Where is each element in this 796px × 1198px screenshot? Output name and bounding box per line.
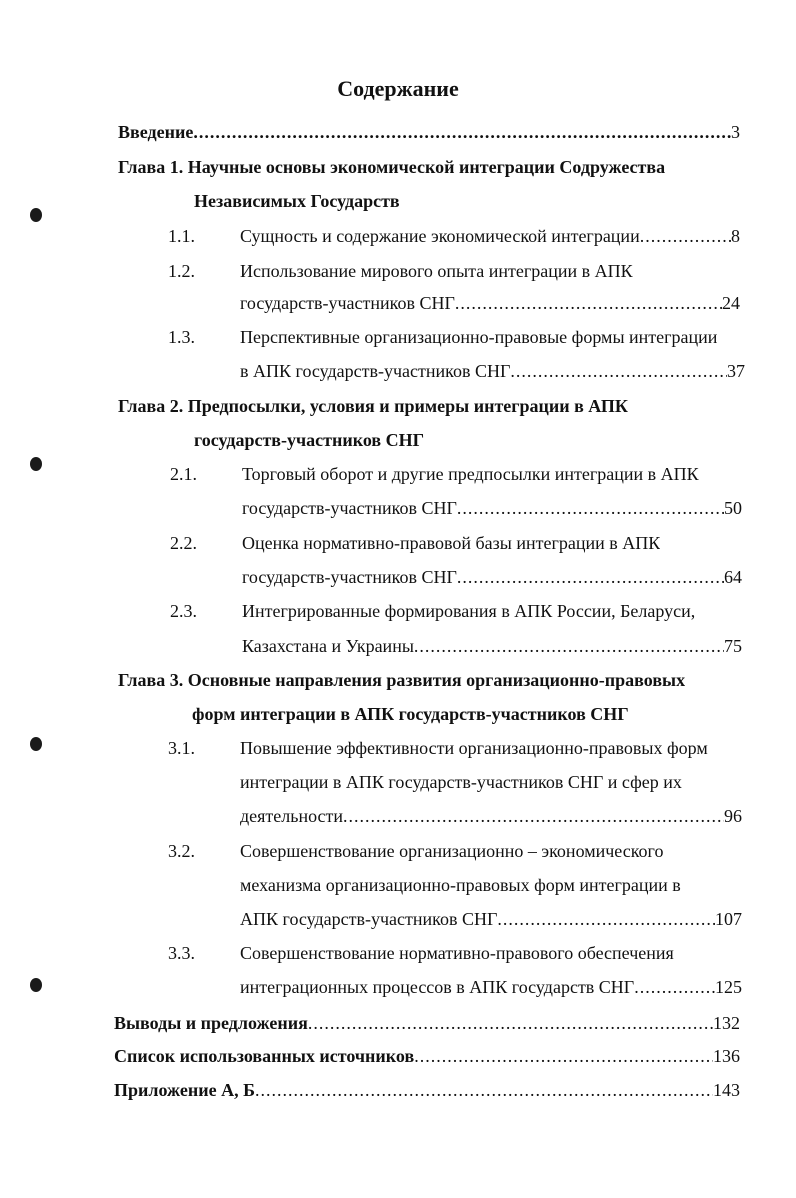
- toc-entry-text: Приложение А, Б: [114, 1080, 255, 1100]
- toc-page-number: 24: [722, 293, 740, 313]
- toc-page-number: 143: [713, 1080, 740, 1100]
- chapter-2-heading[interactable]: Глава 2. Предпосылки, условия и примеры интеграции в АПК: [118, 396, 628, 416]
- binder-hole-mark: [30, 978, 42, 992]
- binder-hole-mark: [30, 737, 42, 751]
- leader-dots: [455, 288, 722, 318]
- toc-entry-3-3[interactable]: Совершенствование нормативно-правового обеспечения: [240, 943, 674, 963]
- leader-dots: [414, 1041, 713, 1071]
- chapter-3-heading[interactable]: Глава 3. Основные направления развития организационно-правовых: [118, 670, 686, 690]
- toc-entry-2-2-continued[interactable]: [242, 562, 742, 592]
- toc-entry-3-2[interactable]: Совершенствование организационно – экономического: [240, 841, 664, 861]
- toc-page-number: 37: [727, 361, 745, 381]
- leader-dots: [343, 801, 724, 831]
- leader-dots: [255, 1075, 713, 1105]
- toc-entry-text: деятельности: [240, 806, 344, 826]
- toc-entry-appendix[interactable]: [114, 1075, 740, 1105]
- section-number: 2.3.: [170, 601, 197, 621]
- toc-entry-2-3-continued[interactable]: [242, 631, 742, 661]
- toc-page-number: 50: [724, 498, 742, 518]
- section-number: 1.3.: [168, 327, 195, 347]
- section-number: 2.1.: [170, 464, 197, 484]
- toc-entry-text: Казахстана и Украины: [242, 636, 414, 656]
- leader-dots: [634, 972, 715, 1002]
- toc-entry-sources[interactable]: [114, 1041, 740, 1071]
- toc-entry-2-2[interactable]: Оценка нормативно-правовой базы интеграции в АПК: [242, 533, 661, 553]
- chapter-1-heading-continued[interactable]: Независимых Государств: [194, 191, 400, 211]
- toc-page-number: 125: [715, 977, 742, 997]
- toc-entry-2-1-continued[interactable]: [242, 493, 742, 523]
- toc-entry-3-2-continued[interactable]: механизма организационно-правовых форм интеграции в: [240, 875, 681, 895]
- toc-entry-2-1[interactable]: Торговый оборот и другие предпосылки интеграции в АПК: [242, 464, 699, 484]
- toc-page-number: 136: [713, 1046, 740, 1066]
- toc-entry-text: Введение: [118, 122, 194, 142]
- toc-entry-text: государств-участников СНГ: [242, 567, 457, 587]
- chapter-3-heading-continued[interactable]: форм интеграции в АПК государств-участников СНГ: [192, 704, 629, 724]
- toc-entry-text: Выводы и предложения: [114, 1013, 308, 1033]
- toc-entry-3-1-continued[interactable]: интеграции в АПК государств-участников СНГ и сфер их: [240, 772, 682, 792]
- leader-dots: [457, 562, 724, 592]
- toc-page-number: 64: [724, 567, 742, 587]
- toc-entry-1-2[interactable]: Использование мирового опыта интеграции в АПК: [240, 261, 633, 281]
- toc-page-number: 75: [724, 636, 742, 656]
- section-number: 1.2.: [168, 261, 195, 281]
- toc-entry-text: АПК государств-участников СНГ: [240, 909, 498, 929]
- toc-entry-text: государств-участников СНГ: [242, 498, 457, 518]
- leader-dots: [640, 221, 731, 251]
- page-title: Содержание: [337, 76, 459, 101]
- leader-dots: [308, 1008, 713, 1038]
- toc-entry-text: в АПК государств-участников СНГ: [240, 361, 511, 381]
- toc-entry-text: Сущность и содержание экономической интеграции: [240, 226, 640, 246]
- section-number: 3.2.: [168, 841, 195, 861]
- leader-dots: [414, 631, 724, 661]
- section-number: 3.3.: [168, 943, 195, 963]
- binder-hole-mark: [30, 457, 42, 471]
- toc-entry-text: государств-участников СНГ: [240, 293, 455, 313]
- chapter-1-heading[interactable]: Глава 1. Научные основы экономической интеграции Содружества: [118, 157, 666, 177]
- toc-entry-conclusions[interactable]: [114, 1008, 740, 1038]
- section-number: 1.1.: [168, 226, 195, 246]
- section-number: 2.2.: [170, 533, 197, 553]
- toc-entry-3-3-continued[interactable]: [240, 972, 742, 1002]
- toc-page-number: 96: [724, 806, 742, 826]
- toc-entry-1-3-continued[interactable]: [240, 356, 745, 386]
- toc-entry-2-3[interactable]: Интегрированные формирования в АПК России, Беларуси,: [242, 601, 696, 621]
- leader-dots: [497, 904, 715, 934]
- toc-entry-1-2-continued[interactable]: [240, 288, 740, 318]
- toc-entry-3-1[interactable]: Повышение эффективности организационно-правовых форм: [240, 738, 708, 758]
- toc-page-number: 8: [731, 226, 740, 246]
- toc-page-number: 107: [715, 909, 742, 929]
- toc-entry-1-1[interactable]: [240, 221, 740, 251]
- toc-entry-intro[interactable]: [118, 117, 740, 147]
- leader-dots: [457, 493, 724, 523]
- section-number: 3.1.: [168, 738, 195, 758]
- toc-entry-1-3[interactable]: Перспективные организационно-правовые формы интеграции: [240, 327, 718, 347]
- toc-entry-text: Список использованных источников: [114, 1046, 415, 1066]
- toc-entry-text: интеграционных процессов в АПК государств СНГ: [240, 977, 635, 997]
- toc-entry-3-2-end[interactable]: [240, 904, 742, 934]
- toc-page-number: 3: [731, 122, 740, 142]
- toc-page-number: 132: [713, 1013, 740, 1033]
- leader-dots: [193, 117, 731, 147]
- leader-dots: [510, 356, 727, 386]
- toc-entry-3-1-end[interactable]: [240, 801, 742, 831]
- binder-hole-mark: [30, 208, 42, 222]
- chapter-2-heading-continued[interactable]: государств-участников СНГ: [194, 430, 425, 450]
